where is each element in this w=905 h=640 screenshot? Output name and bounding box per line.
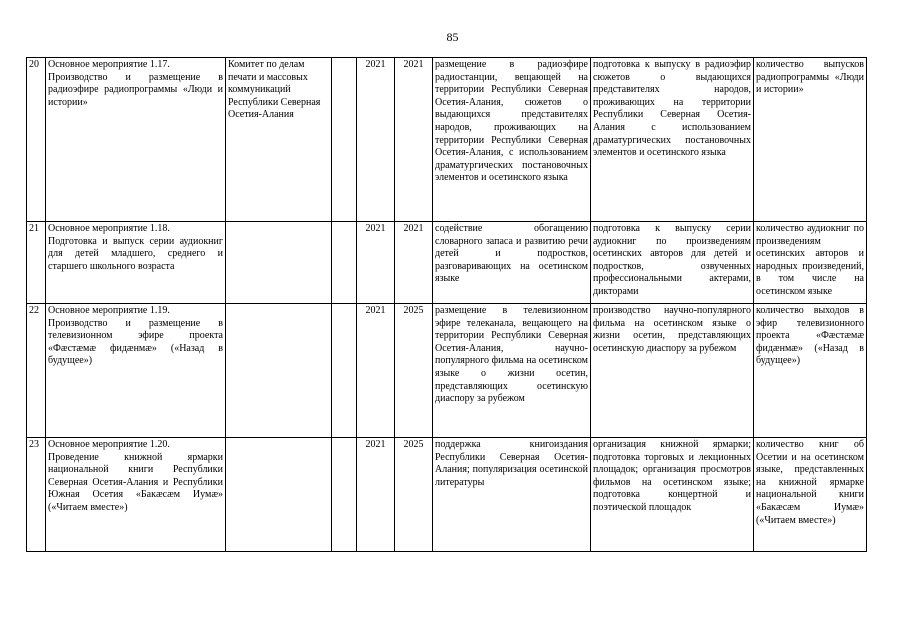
activity-cell <box>46 304 226 438</box>
page-number: 85 <box>446 30 459 44</box>
end-year: 2025 <box>395 438 433 552</box>
row-number: 21 <box>27 222 46 304</box>
end-year: 2021 <box>395 58 433 222</box>
activity-title: Основное мероприятие 1.20. <box>48 439 170 450</box>
program-activities-table <box>26 57 867 552</box>
activity-description: Производство и размещение в радиоэфире радиопрограммы «Люди и истории» <box>48 71 223 108</box>
spacer-cell <box>332 304 357 438</box>
activity-title: Основное мероприятие 1.18. <box>48 223 170 234</box>
activity-description: Производство и размещение в телевизионном эфире проекта «Фæстæмæ фидæнмæ» («Назад в будущее») <box>48 317 223 367</box>
results-cell: подготовка к выпуску серии аудиокниг по произведениям осетинских авторов для детей и подростков, озвученных профессиональными актерами, дикторами <box>591 222 754 304</box>
executor-continuation-cell <box>226 438 332 552</box>
results-cell: подготовка к выпуску в радиоэфир сюжетов о выдающихся представителях народов, проживающих на территории Республики Северная Осетия-Алания с использованием драматургических постановочных элементов и осетинского языка <box>591 58 754 222</box>
indicators-cell: количество выпусков радиопрограммы «Люди и истории» <box>754 58 867 222</box>
directions-cell: размещение в телевизионном эфире телеканала, вещающего на территории Республики Северная Осетия-Алания, научно-популярного фильма на осетинском языке о жизни осетин, представляющих осетинскую диаспору за рубежом <box>433 304 591 438</box>
table-row <box>27 58 867 222</box>
directions-cell: поддержка книгоиздания Республики Северная Осетия-Алания; популяризация осетинской литературы <box>433 438 591 552</box>
table-row <box>27 222 867 304</box>
activity-cell <box>46 222 226 304</box>
spacer-cell <box>332 222 357 304</box>
start-year: 2021 <box>357 222 395 304</box>
spacer-cell <box>332 438 357 552</box>
start-year: 2021 <box>357 304 395 438</box>
row-number: 23 <box>27 438 46 552</box>
activity-description: Проведение книжной ярмарки национальной книги Республики Северная Осетия-Алания и Республики Южная Осетия «Бакæсæм Иумæ» («Читаем вместе») <box>48 451 223 513</box>
end-year: 2025 <box>395 304 433 438</box>
activity-title: Основное мероприятие 1.17. <box>48 59 170 70</box>
indicators-cell: количество книг об Осетии и на осетинском языке, представленных на книжной ярмарке национальной книги «Бакæсæм Иумæ» («Читаем вместе») <box>754 438 867 552</box>
activity-cell <box>46 438 226 552</box>
indicators-cell: количество выходов в эфир телевизионного проекта «Фæстæмæ фидæнмæ» («Назад в будущее») <box>754 304 867 438</box>
spacer-cell <box>332 58 357 222</box>
executor-continuation-cell <box>226 222 332 304</box>
row-number: 22 <box>27 304 46 438</box>
end-year: 2021 <box>395 222 433 304</box>
row-number: 20 <box>27 58 46 222</box>
activity-description: Подготовка и выпуск серии аудиокниг для детей младшего, среднего и старшего школьного возраста <box>48 235 223 272</box>
indicators-cell: количество аудиокниг по произведениям осетинских авторов и народных произведений, в том числе на осетинском языке <box>754 222 867 304</box>
activity-cell <box>46 58 226 222</box>
activity-title: Основное мероприятие 1.19. <box>48 305 170 316</box>
executor-cell: Комитет по делам печати и массовых коммуникаций Республики Северная Осетия-Алания <box>226 58 332 222</box>
executor-continuation-cell <box>226 304 332 438</box>
table-row <box>27 438 867 552</box>
results-cell: производство научно-популярного фильма на осетинском языке о жизни осетин, представляющих осетинскую диаспору за рубежом <box>591 304 754 438</box>
directions-cell: размещение в радиоэфире радиостанции, вещающей на территории Республики Северная Осетия-Алания, сюжетов о выдающихся представителях народов, проживающих на территории Республики Северная Осетия-Алания, с использованием драматургических постановочных элементов и осетинского языка <box>433 58 591 222</box>
start-year: 2021 <box>357 58 395 222</box>
results-cell: организация книжной ярмарки; подготовка торговых и лекционных площадок; организация просмотров фильмов на осетинском языке; подготовка концертной и поэтической площадок <box>591 438 754 552</box>
table-row <box>27 304 867 438</box>
directions-cell: содействие обогащению словарного запаса и развитию речи детей и подростков, разговаривающих на осетинском языке <box>433 222 591 304</box>
start-year: 2021 <box>357 438 395 552</box>
